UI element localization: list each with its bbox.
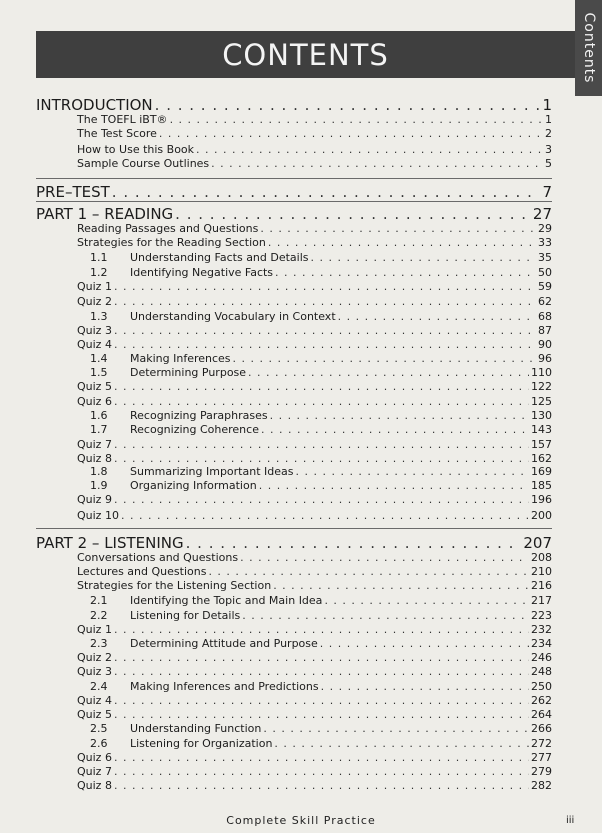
toc-entry-sub bbox=[77, 494, 552, 505]
dot-leader bbox=[114, 666, 529, 677]
dot-leader bbox=[121, 510, 529, 521]
entry-page-number: 208 bbox=[531, 551, 552, 564]
dot-leader bbox=[155, 98, 541, 113]
page-number: iii bbox=[566, 815, 575, 826]
entry-title: Quiz 10 bbox=[77, 509, 119, 522]
section-number: 1.6 bbox=[90, 409, 108, 422]
dot-leader bbox=[114, 296, 536, 307]
entry-page-number: 272 bbox=[531, 737, 552, 750]
entry-page-number: 200 bbox=[531, 509, 552, 522]
side-tab-label: Contents bbox=[580, 12, 597, 84]
toc-entry-sub bbox=[77, 453, 552, 464]
section-number: 1.8 bbox=[90, 465, 108, 478]
dot-leader bbox=[114, 494, 529, 505]
entry-title: Lectures and Questions bbox=[77, 565, 207, 578]
toc-entry-sub bbox=[77, 552, 552, 563]
toc-entry-sub bbox=[77, 281, 552, 292]
dot-leader bbox=[114, 339, 536, 350]
dot-leader bbox=[268, 237, 536, 248]
dot-leader bbox=[270, 410, 529, 421]
entry-title: Understanding Facts and Details bbox=[130, 251, 309, 264]
entry-title: PRE–TEST bbox=[36, 183, 110, 201]
toc-entry-sub bbox=[77, 695, 552, 706]
entry-title: Quiz 5 bbox=[77, 708, 112, 721]
dot-leader bbox=[248, 367, 529, 378]
entry-page-number: 59 bbox=[538, 280, 552, 293]
book-footer: Complete Skill Practice bbox=[226, 814, 376, 827]
toc-entry-sub bbox=[77, 766, 552, 777]
dot-leader bbox=[242, 610, 529, 621]
entry-page-number: 3 bbox=[545, 143, 552, 156]
entry-page-number: 246 bbox=[531, 651, 552, 664]
entry-page-number: 232 bbox=[531, 623, 552, 636]
toc-entry-num bbox=[90, 252, 552, 263]
toc-entry-sub bbox=[77, 381, 552, 392]
entry-title: Recognizing Coherence bbox=[130, 423, 259, 436]
entry-page-number: 90 bbox=[538, 338, 552, 351]
entry-page-number: 1 bbox=[545, 113, 552, 126]
entry-page-number: 248 bbox=[531, 665, 552, 678]
dot-leader bbox=[170, 114, 543, 125]
toc-entry-sub bbox=[77, 580, 552, 591]
section-number: 1.7 bbox=[90, 423, 108, 436]
entry-page-number: 162 bbox=[531, 452, 552, 465]
toc-entry-sub bbox=[77, 114, 552, 125]
entry-title: Quiz 9 bbox=[77, 493, 112, 506]
entry-page-number: 5 bbox=[545, 157, 552, 170]
dot-leader bbox=[114, 652, 529, 663]
entry-page-number: 277 bbox=[531, 751, 552, 764]
dot-leader bbox=[295, 466, 529, 477]
toc-entry-sub bbox=[77, 566, 552, 577]
section-divider bbox=[36, 178, 552, 179]
dot-leader bbox=[114, 780, 529, 791]
entry-page-number: 68 bbox=[538, 310, 552, 323]
toc-entry-num bbox=[90, 610, 552, 621]
toc-entry-num bbox=[90, 480, 552, 491]
entry-page-number: 210 bbox=[531, 565, 552, 578]
entry-page-number: 282 bbox=[531, 779, 552, 792]
toc-entry-num bbox=[90, 595, 552, 606]
entry-title: Quiz 2 bbox=[77, 295, 112, 308]
toc-entry-sub bbox=[77, 128, 552, 139]
dot-leader bbox=[311, 252, 536, 263]
entry-title: Organizing Information bbox=[130, 479, 257, 492]
entry-title: Listening for Details bbox=[130, 609, 241, 622]
entry-title: The Test Score bbox=[77, 127, 157, 140]
dot-leader bbox=[321, 681, 529, 692]
dot-leader bbox=[114, 709, 529, 720]
dot-leader bbox=[114, 453, 529, 464]
toc-entry-num bbox=[90, 738, 552, 749]
entry-title: Quiz 1 bbox=[77, 623, 112, 636]
entry-title: The TOEFL iBT® bbox=[77, 113, 168, 126]
entry-title: Quiz 8 bbox=[77, 779, 112, 792]
dot-leader bbox=[114, 281, 536, 292]
entry-title: Strategies for the Reading Section bbox=[77, 236, 266, 249]
section-number: 2.6 bbox=[90, 737, 108, 750]
entry-page-number: 250 bbox=[531, 680, 552, 693]
toc-entry-num bbox=[90, 466, 552, 477]
entry-title: Quiz 1 bbox=[77, 280, 112, 293]
entry-title: Listening for Organization bbox=[130, 737, 273, 750]
entry-page-number: 35 bbox=[538, 251, 552, 264]
dot-leader bbox=[320, 638, 529, 649]
dot-leader bbox=[273, 580, 529, 591]
entry-page-number: 196 bbox=[531, 493, 552, 506]
entry-title: Quiz 3 bbox=[77, 665, 112, 678]
dot-leader bbox=[338, 311, 536, 322]
toc-entry-sub bbox=[77, 666, 552, 677]
entry-page-number: 50 bbox=[538, 266, 552, 279]
entry-page-number: 223 bbox=[531, 609, 552, 622]
entry-title: Quiz 7 bbox=[77, 438, 112, 451]
dot-leader bbox=[114, 325, 536, 336]
entry-title: Identifying the Topic and Main Idea bbox=[130, 594, 323, 607]
entry-title: Reading Passages and Questions bbox=[77, 222, 259, 235]
entry-page-number: 122 bbox=[531, 380, 552, 393]
toc-entry-sub bbox=[77, 510, 552, 521]
entry-title: Understanding Vocabulary in Context bbox=[130, 310, 336, 323]
entry-page-number: 207 bbox=[523, 534, 552, 552]
dot-leader bbox=[275, 267, 536, 278]
entry-title: Making Inferences and Predictions bbox=[130, 680, 319, 693]
entry-page-number: 1 bbox=[542, 96, 552, 114]
entry-title: Determining Purpose bbox=[130, 366, 247, 379]
dot-leader bbox=[114, 695, 529, 706]
toc-entry-num bbox=[90, 267, 552, 278]
dot-leader bbox=[233, 353, 536, 364]
section-number: 2.4 bbox=[90, 680, 108, 693]
dot-leader bbox=[259, 480, 529, 491]
section-number: 2.1 bbox=[90, 594, 108, 607]
entry-page-number: 125 bbox=[531, 395, 552, 408]
entry-title: Conversations and Questions bbox=[77, 551, 239, 564]
toc-entry-num bbox=[90, 424, 552, 435]
entry-page-number: 266 bbox=[531, 722, 552, 735]
entry-title: Strategies for the Listening Section bbox=[77, 579, 272, 592]
toc-entry-part bbox=[36, 98, 552, 113]
toc-entry-part bbox=[36, 185, 552, 200]
dot-leader bbox=[208, 566, 529, 577]
entry-title: PART 2 – LISTENING bbox=[36, 534, 184, 552]
entry-title: Determining Attitude and Purpose bbox=[130, 637, 318, 650]
entry-page-number: 217 bbox=[531, 594, 552, 607]
toc-entry-sub bbox=[77, 624, 552, 635]
section-divider bbox=[36, 528, 552, 529]
entry-page-number: 96 bbox=[538, 352, 552, 365]
dot-leader bbox=[240, 552, 529, 563]
toc-entry-sub bbox=[77, 237, 552, 248]
dot-leader bbox=[114, 752, 529, 763]
section-number: 1.4 bbox=[90, 352, 108, 365]
toc-entry-sub bbox=[77, 223, 552, 234]
dot-leader bbox=[114, 396, 529, 407]
dot-leader bbox=[196, 144, 543, 155]
toc-entry-sub bbox=[77, 439, 552, 450]
dot-leader bbox=[261, 424, 529, 435]
toc-entry-part bbox=[36, 207, 552, 222]
toc-entry-num bbox=[90, 681, 552, 692]
section-number: 1.3 bbox=[90, 310, 108, 323]
toc-entry-num bbox=[90, 723, 552, 734]
entry-title: Quiz 4 bbox=[77, 338, 112, 351]
entry-page-number: 7 bbox=[542, 183, 552, 201]
entry-title: PART 1 – READING bbox=[36, 205, 174, 223]
entry-title: Quiz 8 bbox=[77, 452, 112, 465]
section-number: 1.5 bbox=[90, 366, 108, 379]
entry-page-number: 27 bbox=[532, 205, 552, 223]
dot-leader bbox=[114, 766, 529, 777]
entry-title: Sample Course Outlines bbox=[77, 157, 210, 170]
dot-leader bbox=[159, 128, 543, 139]
entry-page-number: 33 bbox=[538, 236, 552, 249]
entry-title: Quiz 7 bbox=[77, 765, 112, 778]
entry-title: Understanding Function bbox=[130, 722, 262, 735]
toc-entry-sub bbox=[77, 652, 552, 663]
toc-entry-sub bbox=[77, 339, 552, 350]
entry-page-number: 264 bbox=[531, 708, 552, 721]
dot-leader bbox=[186, 536, 522, 551]
entry-title: Quiz 6 bbox=[77, 395, 112, 408]
entry-page-number: 87 bbox=[538, 324, 552, 337]
toc-entry-num bbox=[90, 410, 552, 421]
entry-page-number: 262 bbox=[531, 694, 552, 707]
entry-title: Recognizing Paraphrases bbox=[130, 409, 268, 422]
entry-title: Quiz 2 bbox=[77, 651, 112, 664]
dot-leader bbox=[114, 439, 529, 450]
toc-entry-num bbox=[90, 311, 552, 322]
toc-entry-sub bbox=[77, 396, 552, 407]
entry-page-number: 130 bbox=[531, 409, 552, 422]
section-number: 1.2 bbox=[90, 266, 108, 279]
entry-title: Identifying Negative Facts bbox=[130, 266, 274, 279]
toc-entry-num bbox=[90, 638, 552, 649]
dot-leader bbox=[112, 185, 541, 200]
dot-leader bbox=[114, 624, 529, 635]
toc-entry-sub bbox=[77, 752, 552, 763]
toc-entry-sub bbox=[77, 780, 552, 791]
entry-page-number: 2 bbox=[545, 127, 552, 140]
entry-page-number: 279 bbox=[531, 765, 552, 778]
toc-entry-num bbox=[90, 353, 552, 364]
dot-leader bbox=[175, 207, 531, 222]
entry-title: Quiz 6 bbox=[77, 751, 112, 764]
toc-entry-sub bbox=[77, 158, 552, 169]
entry-page-number: 157 bbox=[531, 438, 552, 451]
entry-page-number: 29 bbox=[538, 222, 552, 235]
entry-page-number: 169 bbox=[531, 465, 552, 478]
entry-page-number: 110 bbox=[531, 366, 552, 379]
section-divider bbox=[36, 201, 552, 202]
entry-page-number: 185 bbox=[531, 479, 552, 492]
entry-title: Quiz 3 bbox=[77, 324, 112, 337]
entry-title: INTRODUCTION bbox=[36, 96, 153, 114]
page-title: CONTENTS bbox=[222, 37, 389, 72]
dot-leader bbox=[114, 381, 529, 392]
entry-title: Summarizing Important Ideas bbox=[130, 465, 294, 478]
entry-page-number: 62 bbox=[538, 295, 552, 308]
entry-page-number: 143 bbox=[531, 423, 552, 436]
entry-title: How to Use this Book bbox=[77, 143, 195, 156]
entry-title: Making Inferences bbox=[130, 352, 231, 365]
toc-entry-sub bbox=[77, 296, 552, 307]
entry-page-number: 216 bbox=[531, 579, 552, 592]
section-number: 1.1 bbox=[90, 251, 108, 264]
toc-entry-num bbox=[90, 367, 552, 378]
section-number: 1.9 bbox=[90, 479, 108, 492]
dot-leader bbox=[274, 738, 529, 749]
dot-leader bbox=[211, 158, 543, 169]
section-number: 2.5 bbox=[90, 722, 108, 735]
section-number: 2.3 bbox=[90, 637, 108, 650]
toc-entry-part bbox=[36, 536, 552, 551]
entry-title: Quiz 4 bbox=[77, 694, 112, 707]
section-number: 2.2 bbox=[90, 609, 108, 622]
dot-leader bbox=[263, 723, 529, 734]
entry-page-number: 234 bbox=[531, 637, 552, 650]
dot-leader bbox=[260, 223, 536, 234]
entry-title: Quiz 5 bbox=[77, 380, 112, 393]
toc-entry-sub bbox=[77, 325, 552, 336]
dot-leader bbox=[324, 595, 529, 606]
toc-entry-sub bbox=[77, 709, 552, 720]
toc-entry-sub bbox=[77, 144, 552, 155]
